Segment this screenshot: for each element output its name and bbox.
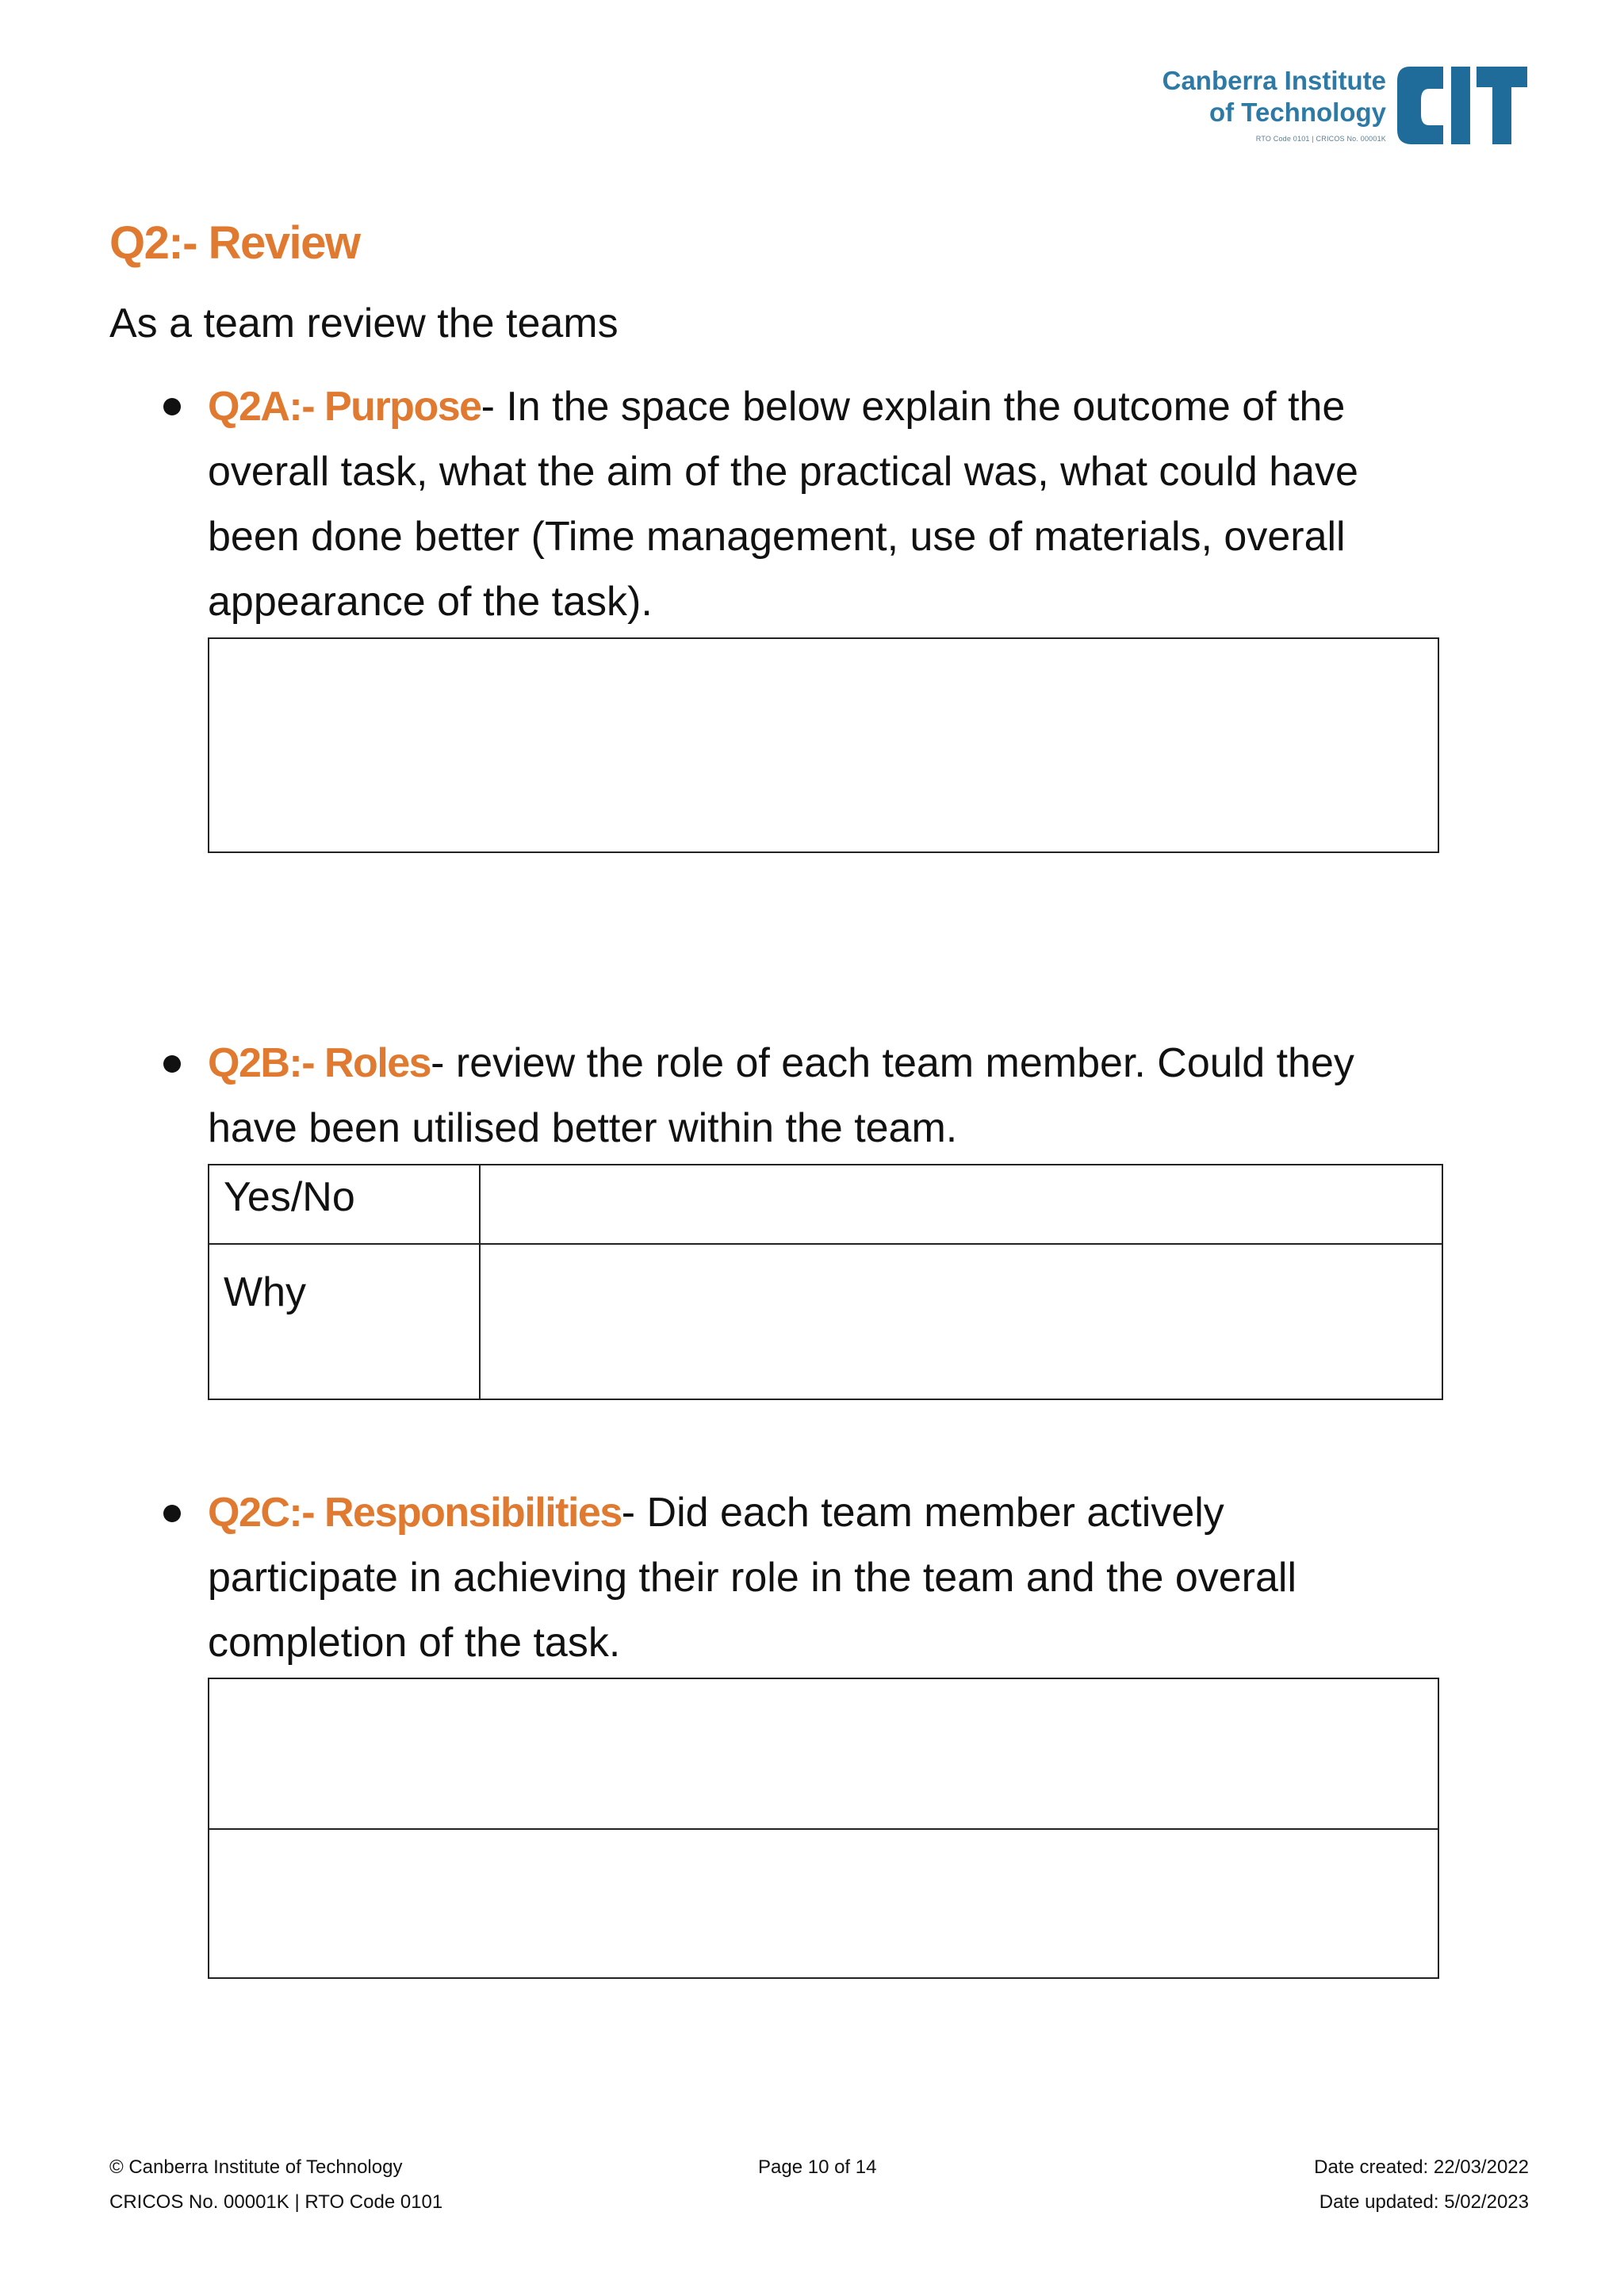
page-number: Page 10 of 14: [758, 2156, 877, 2178]
table-row: [209, 1165, 1442, 1245]
q2c-paragraph: [208, 1480, 1508, 1675]
logo-text: [1162, 65, 1386, 143]
q2b-line-1: [208, 1031, 1508, 1096]
cit-logo-mark-icon: [1394, 65, 1529, 146]
q2b-text-1: - review the role of each team member. Could they: [431, 1040, 1354, 1086]
q2c-answer-cell-1[interactable]: [209, 1679, 1438, 1828]
roles-table: [208, 1164, 1443, 1400]
footer-codes: CRICOS No. 00001K | RTO Code 0101: [109, 2191, 443, 2213]
q2a-answer-box[interactable]: [208, 637, 1439, 853]
q2c-text-1: - Did each team member actively: [621, 1490, 1224, 1536]
yes-no-answer-cell[interactable]: [482, 1165, 1442, 1243]
why-label: Why: [209, 1245, 481, 1399]
footer-right: [1314, 2150, 1529, 2220]
logo-line-1: Canberra Institute: [1162, 66, 1386, 95]
date-created: Date created: 22/03/2022: [1314, 2156, 1529, 2178]
q2c-answer-table: [208, 1678, 1439, 1979]
q2a-paragraph: [208, 374, 1508, 634]
table-row: [209, 1245, 1442, 1399]
q2a-line-2: overall task, what the aim of the practical was, what could have: [208, 449, 1358, 495]
q2c-lead: Q2C:- Responsibilities: [208, 1490, 622, 1536]
q2c-answer-cell-2[interactable]: [209, 1830, 1438, 1977]
logo-line-2: of Technology: [1208, 98, 1386, 127]
q2c-line-1: [208, 1480, 1508, 1545]
q2b-lead: Q2B:- Roles: [208, 1040, 431, 1086]
q2b-paragraph: [208, 1031, 1508, 1161]
cit-logo: [1150, 63, 1529, 151]
intro-text: As a team review the teams: [109, 300, 619, 346]
q2a-line-4: appearance of the task).: [208, 579, 653, 625]
logo-codes: RTO Code 0101 | CRICOS No. 00001K: [1255, 135, 1386, 143]
q2b-line-2: have been utilised better within the team.: [208, 1105, 958, 1151]
q2a-text-1: - In the space below explain the outcome of the: [481, 384, 1346, 430]
footer-copyright: © Canberra Institute of Technology: [109, 2156, 403, 2178]
footer-center: [758, 2150, 876, 2185]
bullet-q2c: [160, 1505, 192, 1536]
section-title: Q2:- Review: [109, 217, 360, 269]
q2a-line-1: [208, 374, 1508, 439]
date-updated: Date updated: 5/02/2023: [1319, 2191, 1529, 2213]
bullet-q2a: [160, 398, 192, 430]
yes-no-label: Yes/No: [209, 1165, 481, 1243]
q2a-line-3: been done better (Time management, use of materials, overall: [208, 514, 1346, 560]
q2c-line-2: participate in achieving their role in the team and the overall: [208, 1555, 1297, 1601]
q2c-line-3: completion of the task.: [208, 1620, 621, 1666]
footer-left: [109, 2150, 442, 2220]
why-answer-cell[interactable]: [482, 1245, 1442, 1399]
q2a-lead: Q2A:- Purpose: [208, 384, 481, 430]
bullet-q2b: [160, 1055, 192, 1087]
